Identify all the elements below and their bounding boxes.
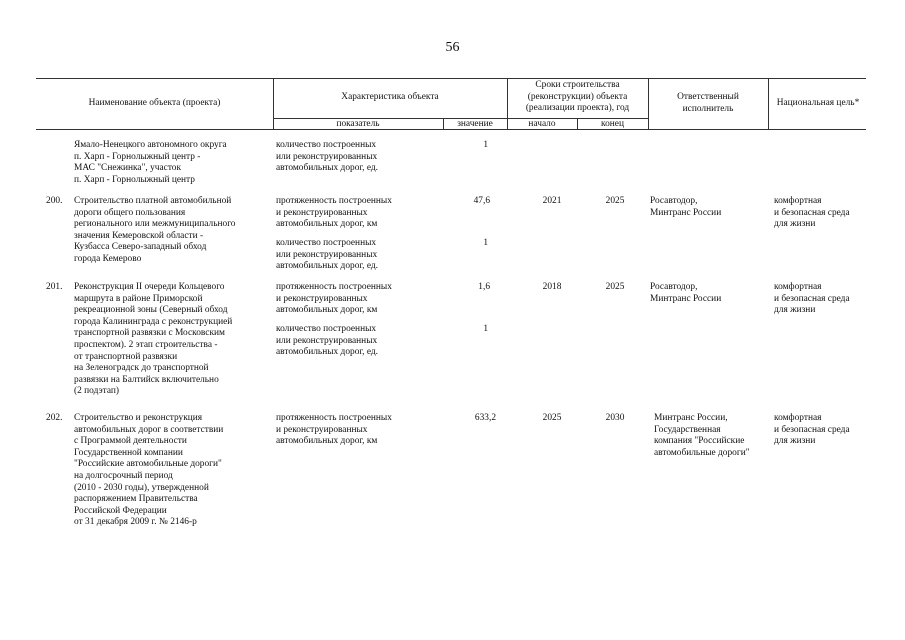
object-name: Реконструкция II очереди Кольцевого маршрута в районе Приморской рекреационной зоны (Северный обход города Калининграда с реконструкцией транспортной развязки с Московским проспектом). 2 этап строительства - от транспортной развязки на Зеленоградск до транспортной развязки на Балтийск включительно (2 подэтап) <box>74 282 233 397</box>
indicator-value: 1 <box>483 238 488 248</box>
executor: Росавтодор, Минтранс России <box>650 282 722 304</box>
indicator-text: количество построенных или реконструированных автомобильных дорог, ед. <box>276 238 379 272</box>
end-year: 2025 <box>605 282 625 292</box>
indicator-text: протяженность построенных и реконструированных автомобильных дорог, км <box>276 282 392 316</box>
header-start: начало <box>528 119 556 129</box>
object-name: Строительство и реконструкция автомобильных дорог в соответствии с Программой деятельности Государственной компании "Российские автомобильные дороги" на долгосрочный период (2010 - 2030 годы), утвержденной распоряжением Правительства Российской Федерации от 31 декабря 2009 г. № 2146-р <box>74 413 224 528</box>
header-terms: Сроки строительства (реконструкции) объекта (реализации проекта), год <box>525 80 630 114</box>
start-year: 2021 <box>542 196 562 206</box>
national-goal: комфортная и безопасная среда для жизни <box>774 413 850 447</box>
row-number: 200. <box>46 196 63 206</box>
end-year: 2025 <box>605 196 625 206</box>
indicator-value: 47,6 <box>473 196 490 206</box>
object-name: Ямало-Ненецкого автономного округа п. Харп - Горнолыжный центр - МАС "Снежинка", участок п. Харп - Горнолыжный центр <box>74 140 227 185</box>
row-number: 201. <box>46 282 63 292</box>
header-executor: Ответственный исполнитель <box>677 92 739 114</box>
indicator-text: количество построенных или реконструированных автомобильных дорог, ед. <box>276 140 379 174</box>
indicator-value: 1 <box>483 324 488 334</box>
header-value: значение <box>457 119 493 129</box>
executor: Росавтодор, Минтранс России <box>650 196 722 218</box>
indicator-value: 1 <box>483 140 488 150</box>
indicator-value: 633,2 <box>474 413 496 423</box>
indicator-text: количество построенных или реконструированных автомобильных дорог, ед. <box>276 324 379 358</box>
header-name: Наименование объекта (проекта) <box>88 98 221 108</box>
row-number: 202. <box>46 413 63 423</box>
start-year: 2025 <box>542 413 562 423</box>
header-indicator: показатель <box>336 119 380 129</box>
header-end: конец <box>601 119 624 129</box>
indicator-text: протяженность построенных и реконструированных автомобильных дорог, км <box>276 413 392 447</box>
page-number: 56 <box>445 40 460 55</box>
header-characteristic: Характеристика объекта <box>341 92 439 102</box>
end-year: 2030 <box>605 413 625 423</box>
header-goal: Национальная цель* <box>776 98 860 108</box>
header-top-rule <box>36 78 866 79</box>
start-year: 2018 <box>542 282 562 292</box>
national-goal: комфортная и безопасная среда для жизни <box>774 196 850 230</box>
executor: Минтранс России, Государственная компания "Российские автомобильные дороги" <box>654 413 750 458</box>
national-goal: комфортная и безопасная среда для жизни <box>774 282 850 316</box>
indicator-value: 1,6 <box>478 282 490 292</box>
indicator-text: протяженность построенных и реконструированных автомобильных дорог, км <box>276 196 392 230</box>
object-name: Строительство платной автомобильной дороги общего пользования регионального или межмуниципального значения Кемеровской области - Кузбасса Северо-западный обход города Кемерово <box>74 196 236 264</box>
